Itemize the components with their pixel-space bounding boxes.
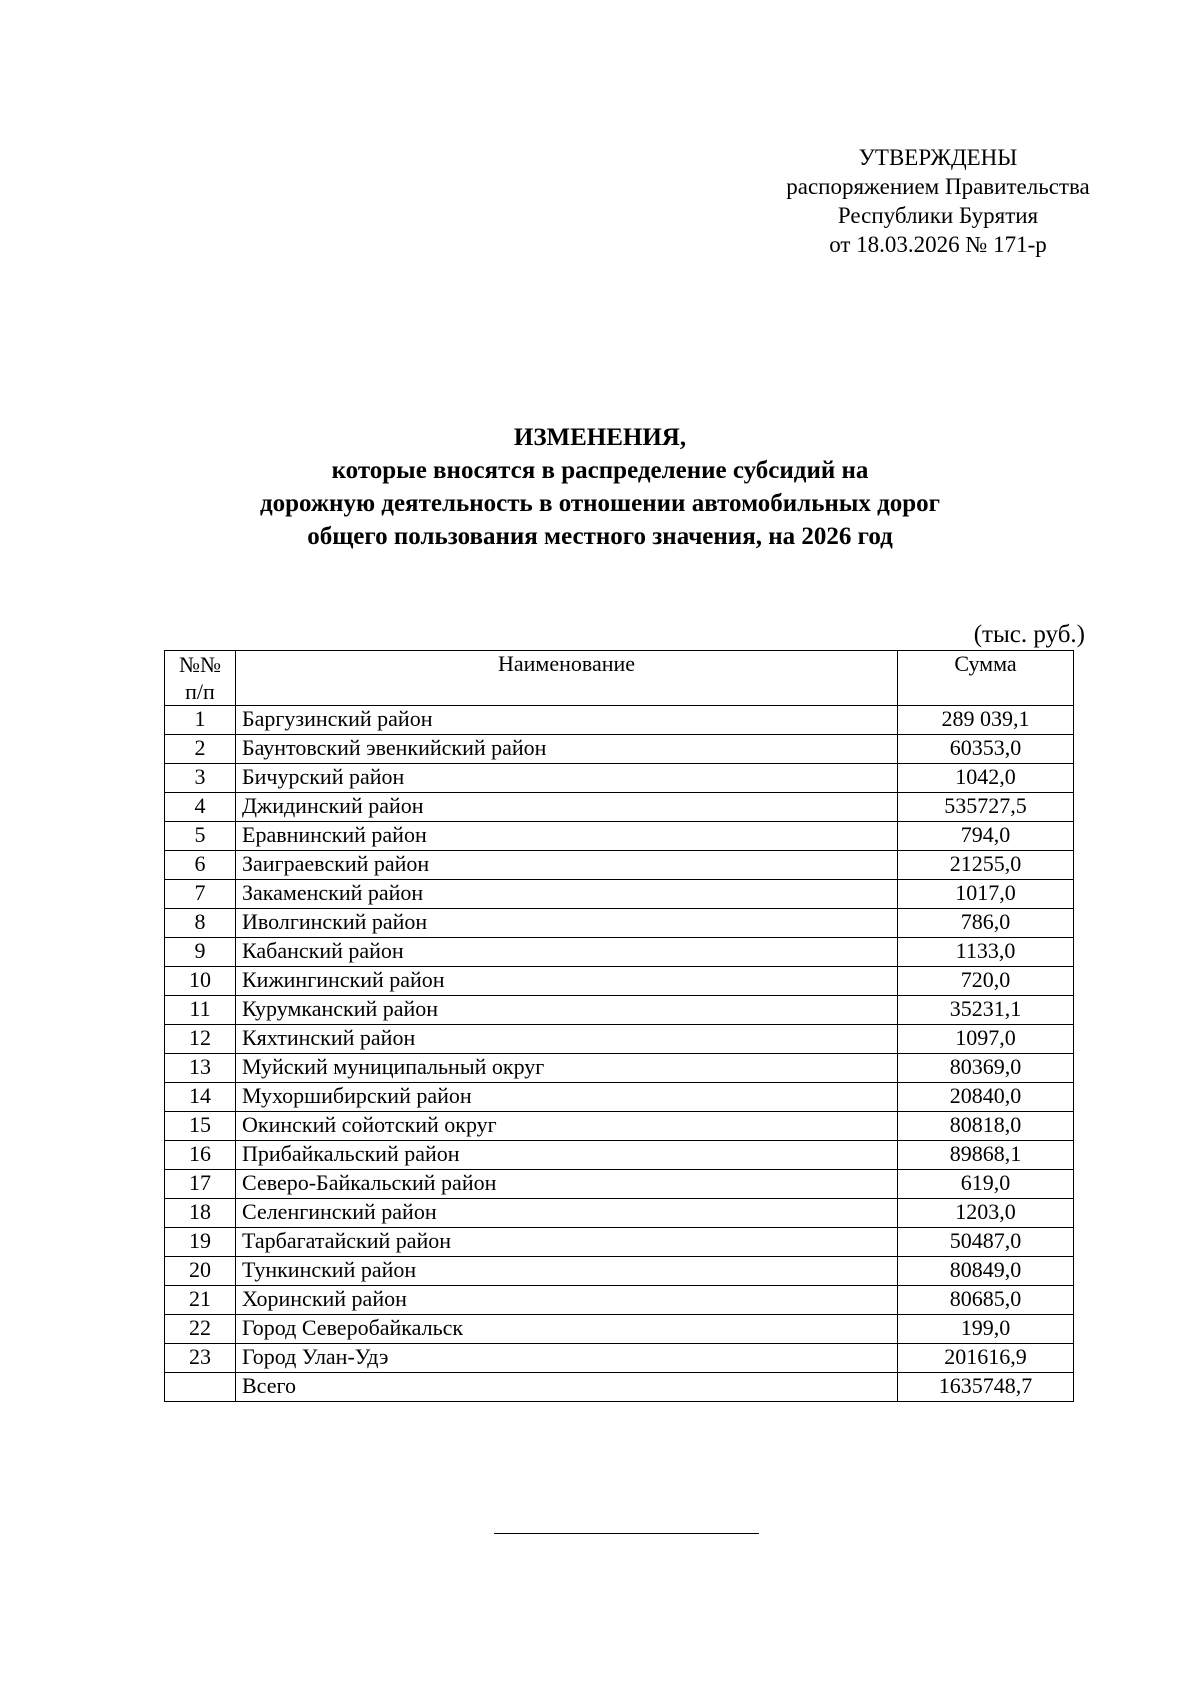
- row-number: 15: [165, 1112, 236, 1141]
- table-header-row: [165, 651, 1074, 706]
- row-sum: 35231,1: [898, 996, 1074, 1025]
- row-name: Закаменский район: [236, 880, 898, 909]
- table-row: [165, 764, 1074, 793]
- row-sum: 89868,1: [898, 1141, 1074, 1170]
- table-row: [165, 1141, 1074, 1170]
- row-sum: 80369,0: [898, 1054, 1074, 1083]
- table-row: [165, 1344, 1074, 1373]
- table-row: [165, 1257, 1074, 1286]
- row-sum: 786,0: [898, 909, 1074, 938]
- row-number: 5: [165, 822, 236, 851]
- row-number: 6: [165, 851, 236, 880]
- row-number: 12: [165, 1025, 236, 1054]
- row-number: 14: [165, 1083, 236, 1112]
- row-name: Баргузинский район: [236, 706, 898, 735]
- approval-line: распоряжением Правительства: [786, 174, 1090, 199]
- row-sum: 1042,0: [898, 764, 1074, 793]
- table-row: [165, 1112, 1074, 1141]
- row-number: 2: [165, 735, 236, 764]
- row-name: Окинский сойотский округ: [236, 1112, 898, 1141]
- subsidy-table: [164, 650, 1074, 1402]
- approval-date-number: от 18.03.2026 № 171-р: [829, 232, 1047, 257]
- row-name: Заиграевский район: [236, 851, 898, 880]
- table-row: [165, 706, 1074, 735]
- total-number: [165, 1373, 236, 1402]
- row-number: 8: [165, 909, 236, 938]
- row-sum: 199,0: [898, 1315, 1074, 1344]
- row-number: 22: [165, 1315, 236, 1344]
- row-sum: 1017,0: [898, 880, 1074, 909]
- table-row: [165, 822, 1074, 851]
- row-name: Курумканский район: [236, 996, 898, 1025]
- row-sum: 201616,9: [898, 1344, 1074, 1373]
- row-name: Прибайкальский район: [236, 1141, 898, 1170]
- table-row: [165, 880, 1074, 909]
- row-name: Кижингинский район: [236, 967, 898, 996]
- table-body: [165, 706, 1074, 1402]
- row-name: Муйский муниципальный округ: [236, 1054, 898, 1083]
- table-row: [165, 1025, 1074, 1054]
- row-sum: 619,0: [898, 1170, 1074, 1199]
- table-row: [165, 1170, 1074, 1199]
- row-sum: 20840,0: [898, 1083, 1074, 1112]
- row-name: Город Северобайкальск: [236, 1315, 898, 1344]
- row-name: Иволгинский район: [236, 909, 898, 938]
- table-row: [165, 1054, 1074, 1083]
- row-number: 1: [165, 706, 236, 735]
- table-row: [165, 735, 1074, 764]
- approval-block: [748, 143, 1128, 259]
- document-subtitle-line: дорожную деятельность в отношении автомобильных дорог: [259, 490, 940, 517]
- header-sum: Сумма: [898, 651, 1074, 706]
- row-name: Город Улан-Удэ: [236, 1344, 898, 1373]
- row-number: 19: [165, 1228, 236, 1257]
- table-row: [165, 851, 1074, 880]
- row-name: Кабанский район: [236, 938, 898, 967]
- row-number: 16: [165, 1141, 236, 1170]
- row-name: Баунтовский эвенкийский район: [236, 735, 898, 764]
- units-label: (тыс. руб.): [973, 621, 1085, 648]
- table-row: [165, 909, 1074, 938]
- row-number: 4: [165, 793, 236, 822]
- row-number: 7: [165, 880, 236, 909]
- row-name: Джидинский район: [236, 793, 898, 822]
- row-number: 3: [165, 764, 236, 793]
- header-number-line2: п/п: [185, 679, 215, 704]
- row-sum: 1097,0: [898, 1025, 1074, 1054]
- row-sum: 60353,0: [898, 735, 1074, 764]
- row-sum: 1133,0: [898, 938, 1074, 967]
- row-sum: 50487,0: [898, 1228, 1074, 1257]
- row-sum: 794,0: [898, 822, 1074, 851]
- row-sum: 289 039,1: [898, 706, 1074, 735]
- row-number: 18: [165, 1199, 236, 1228]
- row-sum: 80849,0: [898, 1257, 1074, 1286]
- document-subtitle-line: которые вносятся в распределение субсидий на: [331, 457, 869, 484]
- document-title: ИЗМЕНЕНИЯ,: [513, 424, 687, 451]
- table-row: [165, 996, 1074, 1025]
- table-total-row: [165, 1373, 1074, 1402]
- row-name: Кяхтинский район: [236, 1025, 898, 1054]
- row-name: Мухоршибирский район: [236, 1083, 898, 1112]
- row-number: 17: [165, 1170, 236, 1199]
- table-row: [165, 1199, 1074, 1228]
- table-row: [165, 1083, 1074, 1112]
- approval-title: УТВЕРЖДЕНЫ: [858, 145, 1018, 170]
- table-row: [165, 1228, 1074, 1257]
- closing-line: [494, 1533, 759, 1534]
- row-number: 10: [165, 967, 236, 996]
- row-number: 9: [165, 938, 236, 967]
- header-name: Наименование: [236, 651, 898, 706]
- row-number: 21: [165, 1286, 236, 1315]
- row-sum: 80685,0: [898, 1286, 1074, 1315]
- header-number: [165, 651, 236, 706]
- row-name: Еравнинский район: [236, 822, 898, 851]
- row-number: 20: [165, 1257, 236, 1286]
- document-subtitle-line: общего пользования местного значения, на 2026 год: [307, 523, 893, 550]
- row-number: 13: [165, 1054, 236, 1083]
- table-row: [165, 1286, 1074, 1315]
- row-sum: 720,0: [898, 967, 1074, 996]
- row-number: 11: [165, 996, 236, 1025]
- row-name: Тункинский район: [236, 1257, 898, 1286]
- row-name: Тарбагатайский район: [236, 1228, 898, 1257]
- document-heading: [130, 421, 1070, 553]
- table-row: [165, 938, 1074, 967]
- total-label: Всего: [236, 1373, 898, 1402]
- table-row: [165, 1315, 1074, 1344]
- row-number: 23: [165, 1344, 236, 1373]
- row-sum: 21255,0: [898, 851, 1074, 880]
- table-row: [165, 967, 1074, 996]
- row-name: Хоринский район: [236, 1286, 898, 1315]
- row-name: Селенгинский район: [236, 1199, 898, 1228]
- row-name: Бичурский район: [236, 764, 898, 793]
- header-number-line1: №№: [179, 652, 221, 677]
- row-sum: 1203,0: [898, 1199, 1074, 1228]
- row-sum: 80818,0: [898, 1112, 1074, 1141]
- total-sum: 1635748,7: [898, 1373, 1074, 1402]
- approval-line: Республики Бурятия: [837, 203, 1039, 228]
- row-name: Северо-Байкальский район: [236, 1170, 898, 1199]
- table-row: [165, 793, 1074, 822]
- row-sum: 535727,5: [898, 793, 1074, 822]
